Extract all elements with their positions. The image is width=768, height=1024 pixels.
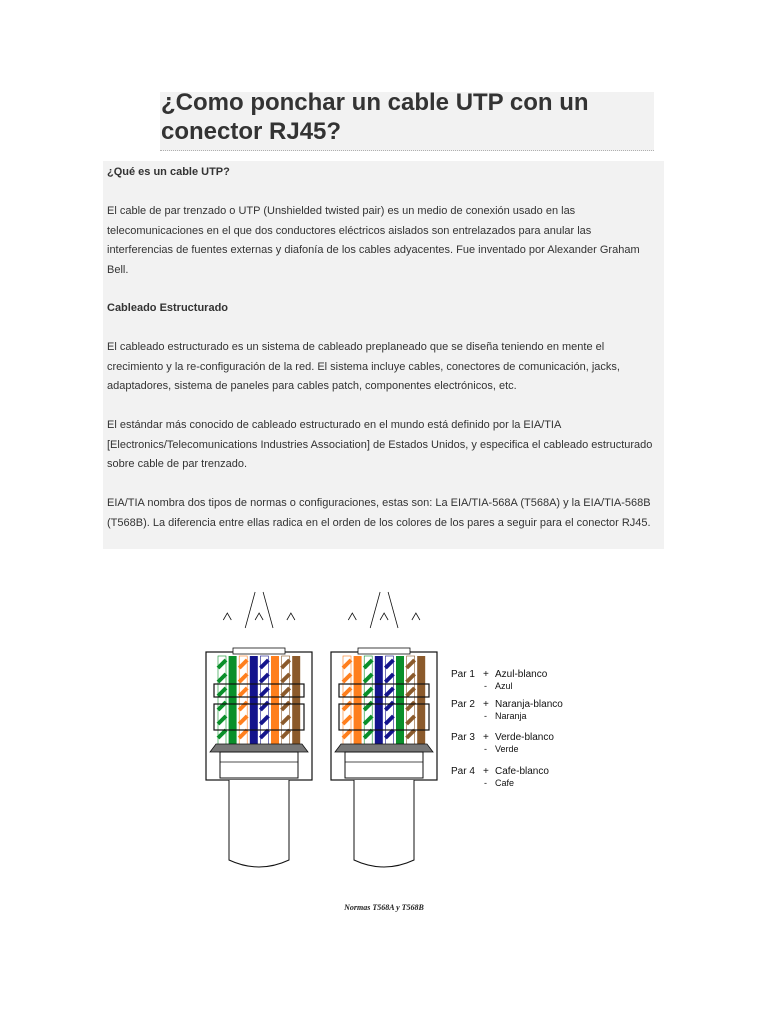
connector-a-wire-4-solid <box>250 656 258 746</box>
heading-utp: ¿Qué es un cable UTP? <box>107 166 230 178</box>
connector-b-pair-chevron-1 <box>348 613 356 620</box>
connector-a-wire-5 <box>260 656 268 746</box>
connector-b-wedge <box>335 744 433 752</box>
legend-pair-2: Par 2 <box>451 699 475 710</box>
connector-a-wire-6-solid <box>271 656 279 746</box>
connector-a-wire-2-solid <box>229 656 237 746</box>
connector-a-latch-tab <box>233 648 285 654</box>
legend-plus-color-3: Verde-blanco <box>495 732 554 743</box>
legend-plus-color-2: Naranja-blanco <box>495 699 563 710</box>
legend-pair-1: Par 1 <box>451 669 475 680</box>
legend-minus-color-2: Naranja <box>495 711 527 721</box>
legend-plus-sign-4: + <box>483 766 489 777</box>
legend-plus-color-4: Cafe-blanco <box>495 766 549 777</box>
connector-a-wire-8-solid <box>292 656 300 746</box>
legend-plus-sign-2: + <box>483 699 489 710</box>
connector-b-latch-tab <box>358 648 410 654</box>
connector-b-top-pair-bracket <box>370 592 398 628</box>
connector-b-strain-relief <box>345 752 423 778</box>
connector-b-wire-6 <box>396 656 404 746</box>
connector-b-wire-3 <box>364 656 372 746</box>
legend-pair-3: Par 3 <box>451 732 475 743</box>
legend-pair-4: Par 4 <box>451 766 475 777</box>
connector-b-wire-7 <box>407 656 415 746</box>
legend-minus-sign-2: - <box>484 711 487 721</box>
connector-b-pair-chevron-3 <box>412 613 420 620</box>
connector-a-wire-6 <box>271 656 279 746</box>
paragraph-cableado-1: El cableado estructurado es un sistema de cableado preplaneado que se diseña teniendo en mente el crecimiento y la re-configuración de la red. El sistema incluye cables, conectores de comunicación, jacks, adaptadores, sistema de paneles para cables patch, componentes electrónicos, etc. <box>107 341 620 392</box>
connector-a-strain-relief <box>220 752 298 778</box>
paragraph-utp: El cable de par trenzado o UTP (Unshielded twisted pair) es un medio de conexión usado en las telecomunicaciones en el que dos conductores eléctricos aislados son entrelazados para anular las interferencias de fuentes externas y diafonía de los cables adyacentes. Fue inventado por Alexander Graham Bell. <box>107 205 640 276</box>
connector-b-wire-1 <box>343 656 351 746</box>
connector-b-group <box>331 592 437 867</box>
connector-a-pair-chevron-2 <box>255 613 263 620</box>
connector-a-cable-jacket <box>229 780 289 867</box>
connector-a-wire-8 <box>292 656 300 746</box>
connector-b-wire-5 <box>385 656 393 746</box>
legend-minus-color-4: Cafe <box>495 778 515 788</box>
heading-cableado: Cableado Estructurado <box>107 302 229 314</box>
connector-a-group <box>206 592 312 867</box>
connector-b-pair-chevron-2 <box>380 613 388 620</box>
connector-b-wire-8-solid <box>417 656 425 746</box>
legend-plus-color-1: Azul-blanco <box>495 669 548 680</box>
connector-a-wire-3 <box>239 656 247 746</box>
connector-b-wire-2-solid <box>354 656 362 746</box>
legend-minus-sign-4: - <box>484 778 487 788</box>
page-title: ¿Como ponchar un cable UTP con un conector RJ45? <box>161 89 589 145</box>
connector-a-wire-2 <box>229 656 237 746</box>
connector-b-wire-8 <box>417 656 425 746</box>
legend-minus-sign-3: - <box>484 744 487 754</box>
paragraph-cableado-3: EIA/TIA nombra dos tipos de normas o configuraciones, estas son: La EIA/TIA-568A (T568A) y la EIA/TIA-568B (T568B). La diferencia entre ellas radica en el orden de los colores de los pares a seguir para el conector RJ45. <box>107 497 651 529</box>
connector-b-wire-2 <box>354 656 362 746</box>
connector-b-wire-4 <box>375 656 383 746</box>
legend-minus-color-1: Azul <box>495 681 513 691</box>
connector-a-wire-1 <box>218 656 226 746</box>
connector-b-wire-6-solid <box>396 656 404 746</box>
connector-a-wire-4 <box>250 656 258 746</box>
figure-caption: Normas T568A y T568B <box>344 903 424 912</box>
legend-plus-sign-1: + <box>483 669 489 680</box>
connector-a-pair-chevron-1 <box>223 613 231 620</box>
connector-a-top-pair-bracket <box>245 592 273 628</box>
legend-minus-color-3: Verde <box>495 744 519 754</box>
legend-plus-sign-3: + <box>483 732 489 743</box>
pair-color-legend <box>451 669 563 788</box>
connector-a-wire-7 <box>282 656 290 746</box>
legend-minus-sign-1: - <box>484 681 487 691</box>
connector-a-wedge <box>210 744 308 752</box>
connector-b-cable-jacket <box>354 780 414 867</box>
paragraph-cableado-2: El estándar más conocido de cableado estructurado en el mundo está definido por la EIA/TIA [Electronics/Telecomunications Industries Association] de Estados Unidos, y especifica el cableado estructurado sobre cable de par trenzado. <box>107 419 653 470</box>
connector-b-wire-4-solid <box>375 656 383 746</box>
connector-a-pair-chevron-3 <box>287 613 295 620</box>
